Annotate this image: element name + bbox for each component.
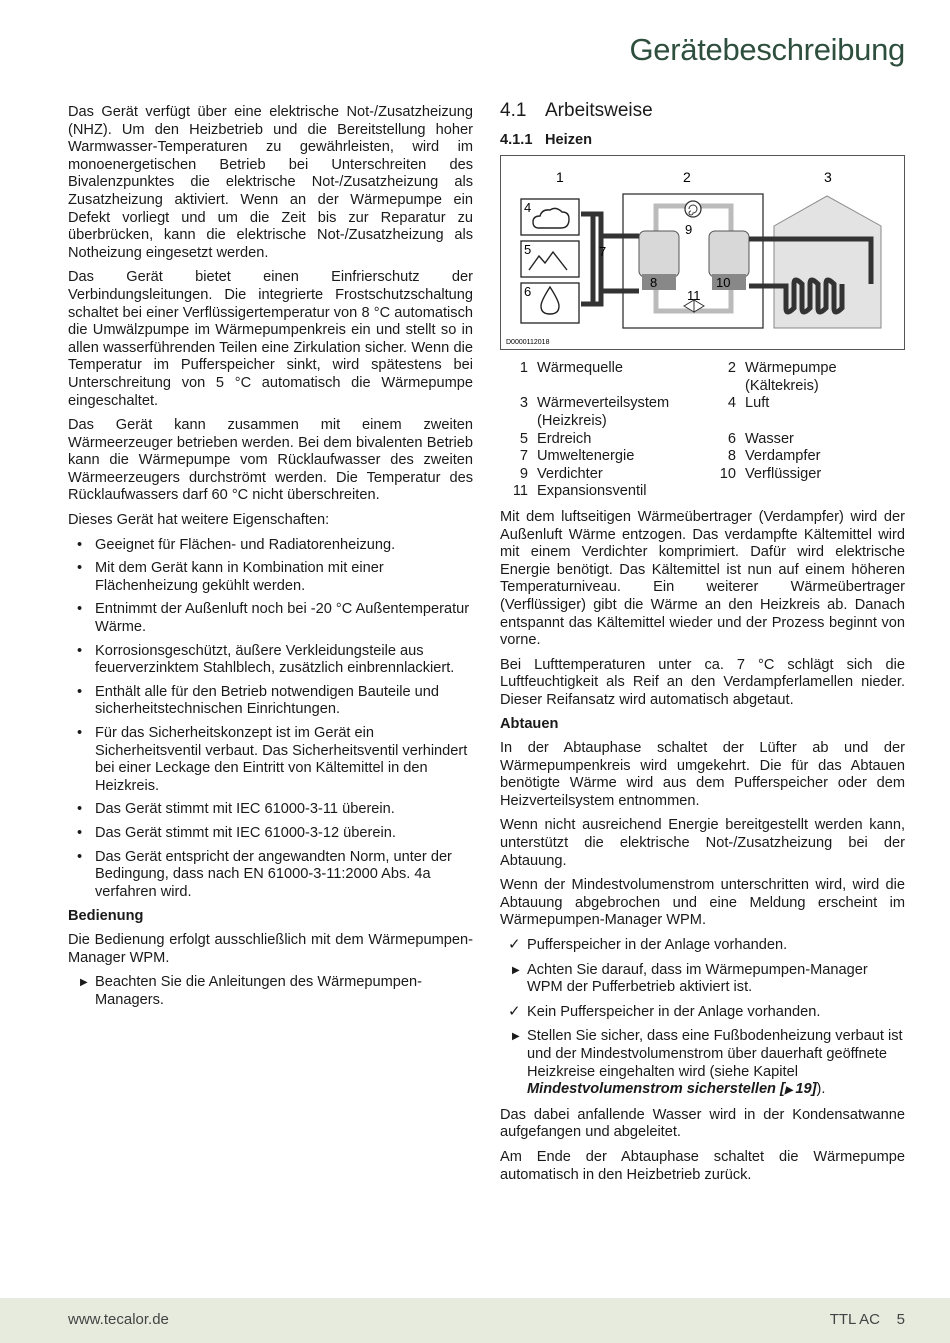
paragraph: Bei Lufttemperaturen unter ca. 7 °C schlägt sich die Luftfeuchtigkeit als Reif an den Verdampferlamellen nieder. Dieser Reifansatz wird automatisch abgetaut. — [500, 656, 905, 708]
source-pipe — [581, 214, 593, 304]
checkmark-icon: ✓ — [508, 936, 521, 953]
diagram-label-4: 4 — [524, 200, 532, 216]
paragraph: Dieses Gerät hat weitere Eigenschaften: — [68, 512, 330, 529]
legend-number: 1 — [519, 360, 528, 377]
diagram-label-7: 7 — [599, 244, 607, 260]
page-title: Gerätebeschreibung — [629, 32, 905, 67]
diagram-label-10: 10 — [716, 275, 731, 291]
diagram-label-9: 9 — [685, 222, 693, 238]
page-number: 5 — [896, 1311, 905, 1328]
legend-text: Expansionsventil — [537, 483, 647, 500]
subsection-heading: 4.1.1 Heizen — [500, 131, 593, 148]
diagram-label-8: 8 — [650, 275, 658, 291]
heat-pump-schematic — [501, 156, 904, 349]
paragraph: Die Bedienung erfolgt ausschließlich mit dem Wärmepumpen-Manager WPM. — [68, 931, 473, 966]
mountain-icon — [529, 252, 567, 270]
legend-number: 7 — [519, 448, 528, 465]
list-item: • Korrosionsgeschützt, äußere Verkleidungsteile aus feuerverzinktem Stahlblech, zusätzlich einbrennlackiert. — [68, 643, 473, 678]
legend-number: 6 — [727, 430, 736, 447]
legend-text: Wärmequelle — [537, 360, 623, 377]
checkmark-icon: ✓ — [508, 1002, 521, 1020]
right-column — [500, 102, 905, 1191]
paragraph: Wenn der Mindestvolumenstrom unterschritten wird, wird die Abtauung abgebrochen und eine Meldung erscheint im Wärmepumpen-Manager WPM. — [500, 877, 905, 929]
legend-text: Luft — [745, 395, 770, 412]
legend-number: 5 — [519, 430, 528, 447]
list-item: • Das Gerät stimmt mit IEC 61000-3-11 überein. — [68, 801, 473, 819]
diagram-label-11: 11 — [687, 288, 701, 304]
condition-item: ✓ Pufferspeicher in der Anlage vorhanden. — [508, 936, 788, 953]
page-footer — [0, 1298, 950, 1343]
figure-code: D0000112018 — [506, 339, 550, 347]
diagram-label-2: 2 — [683, 169, 691, 186]
legend-text: Verdichter — [537, 465, 603, 482]
legend-text: Wärmeverteilsystem (Heizkreis) — [537, 395, 670, 429]
paragraph: Wenn nicht ausreichend Energie bereitgestellt werden kann, unterstützt die elektrische Not-/Zusatzheizung bei der Abtauung. — [500, 817, 905, 869]
legend-number: 9 — [519, 465, 528, 482]
paragraph: Das Gerät kann zusammen mit einem zweiten Wärmeerzeuger betrieben werden. Bei dem bivalenten Betrieb kann die Wärmepumpe vom Rücklaufwasser des zweiten Wärmeerzeugers durchströmt werden. Die Temperatur des Rücklaufwassers darf 60 °C nicht überschreiten. — [68, 417, 473, 504]
legend-text: Verflüssiger — [745, 465, 822, 482]
paragraph: Mit dem luftseitigen Wärmeübertrager (Verdampfer) wird der Außenluft Wärme entzogen. Das verdampfte Kältemittel wird mit einem Verdichter komprimiert. Dafür wird elektrische Energie benötigt. Das Kältemittel ist nun auf einem höheren Temperaturniveau. Ein weiterer Wärmeübertrager (Verflüssiger) gibt die Wärme an den Heizkreis ab. Danach entspannt das Kältemittel wieder und der Prozess beginnt von vorne. — [500, 508, 905, 649]
diagram-label-1: 1 — [556, 169, 564, 186]
evaporator-base — [642, 274, 676, 290]
heat-pump-diagram — [500, 155, 905, 350]
legend-text: Verdampfer — [745, 448, 821, 465]
drop-icon — [541, 287, 559, 314]
legend-text: Umweltenergie — [537, 448, 635, 465]
subheading-bedienung: Bedienung — [68, 908, 144, 925]
instruction-step: ▶ Stellen Sie sicher, dass eine Fußbodenheizung verbaut ist und der Mindestvolumenstrom über dauerhaft geöffnete Heizkreise eingehalten wird (siehe Kapitel Mindestvolumenstrom sicherstellen [▶ 19]). — [512, 1028, 903, 1098]
left-column — [68, 104, 473, 1016]
legend-number: 11 — [512, 483, 528, 500]
arrow-right-icon: ▶ — [512, 1031, 520, 1043]
list-item: • Das Gerät stimmt mit IEC 61000-3-12 überein. — [68, 825, 473, 843]
legend-text: Erdreich — [537, 430, 592, 447]
legend-number: 8 — [727, 448, 736, 465]
feature-list — [68, 537, 473, 902]
instruction-step: ▶ Achten Sie darauf, dass im Wärmepumpen-Manager WPM der Pufferbetrieb aktiviert ist. — [512, 961, 868, 996]
cross-reference-link[interactable]: Mindestvolumenstrom sicherstellen [▶ 19] — [527, 1081, 817, 1098]
list-item: • Mit dem Gerät kann in Kombination mit einer Flächenheizung gekühlt werden. — [68, 560, 473, 595]
legend-number: 3 — [519, 395, 528, 412]
list-item: • Entnimmt der Außenluft noch bei -20 °C Außentemperatur Wärme. — [68, 601, 473, 636]
condenser — [709, 231, 749, 277]
arrow-right-icon: ▶ — [80, 977, 88, 989]
paragraph: Das Gerät verfügt über eine elektrische Not-/Zusatzheizung (NHZ). Um den Heizbetrieb und die Bereitstellung hoher Warmwasser-Temperaturen zu gewährleisten, wird im monoenergetischen Betrieb bei Unterschreiten des Bivalenzpunktes die elektrische Not-/Zusatzheizung als Zusatzheizung aktiviert. Wenn an der Wärmepumpe ein Defekt vorliegt und um die Zeit bis zur Reparatur zu überbrücken, kann die elektrische Not-/Zusatzheizung als Notheizung eingesetzt werden. — [68, 104, 473, 261]
section-heading: 4.1 Arbeitsweise — [500, 100, 653, 121]
page-arrow-icon: ▶ — [784, 1085, 796, 1097]
evaporator — [639, 231, 679, 277]
subheading-abtauen: Abtauen — [500, 716, 559, 733]
paragraph: Am Ende der Abtauphase schaltet die Wärmepumpe automatisch in den Heizbetrieb zurück. — [500, 1148, 905, 1183]
list-item: • Geeignet für Flächen- und Radiatorenheizung. — [68, 537, 473, 555]
diagram-label-5: 5 — [524, 242, 532, 258]
paragraph: In der Abtauphase schaltet der Lüfter ab und der Wärmepumpenkreis wird umgekehrt. Die für das Abtauen benötigte Wärme wird aus dem Pufferspeicher oder dem Heizverteilsystem entnommen. — [500, 740, 905, 809]
diagram-label-3: 3 — [824, 169, 832, 186]
instruction-step: ▶ Beachten Sie die Anleitungen des Wärmepumpen-Managers. — [80, 974, 422, 1008]
list-item: • Das Gerät entspricht der angewandten Norm, unter der Bedingung, dass nach EN 61000-3-11:2000 Abs. 4a verfahren wird. — [68, 849, 473, 902]
footer-url[interactable]: www.tecalor.de — [68, 1311, 169, 1328]
arrow-right-icon: ▶ — [512, 964, 520, 976]
paragraph: Das Gerät bietet einen Einfrierschutz der Verbindungsleitungen. Die integrierte Frostschutzschaltung schaltet bei einer Verflüssigertemperatur von 8 °C automatisch die Umwälzpumpe im Wärmepumpenkreis ein und stellt so in allen wasserführenden Teilen eine Zirkulation sicher. Wenn die Temperatur im Pufferspeicher sinkt, wird spätestens bei Unterschreitung von 5 °C automatisch die Wärmepumpe eingeschaltet. — [68, 269, 473, 409]
figure-legend — [500, 360, 905, 501]
paragraph: Das dabei anfallende Wasser wird in der Kondensatwanne aufgefangen und abgeleitet. — [500, 1106, 905, 1141]
condition-item: ✓ Kein Pufferspeicher in der Anlage vorhanden. — [508, 1002, 821, 1020]
legend-number: 10 — [719, 465, 736, 482]
diagram-label-6: 6 — [524, 284, 532, 300]
cloud-icon — [533, 209, 569, 229]
legend-text: Wärmepumpe (Kältekreis) — [745, 360, 837, 394]
list-item: • Für das Sicherheitskonzept ist im Gerät ein Sicherheitsventil verbaut. Das Sicherheitsventil verhindert bei einer Leckage den Eintritt von Kältemittel in den Heizkreis. — [68, 725, 473, 795]
legend-number: 2 — [727, 360, 736, 377]
legend-number: 4 — [727, 395, 736, 412]
list-item: • Enthält alle für den Betrieb notwendigen Bauteile und sicherheitstechnischen Einrichtungen. — [68, 684, 473, 719]
footer-document-name: TTL AC — [829, 1311, 880, 1328]
legend-text: Wasser — [745, 430, 794, 447]
